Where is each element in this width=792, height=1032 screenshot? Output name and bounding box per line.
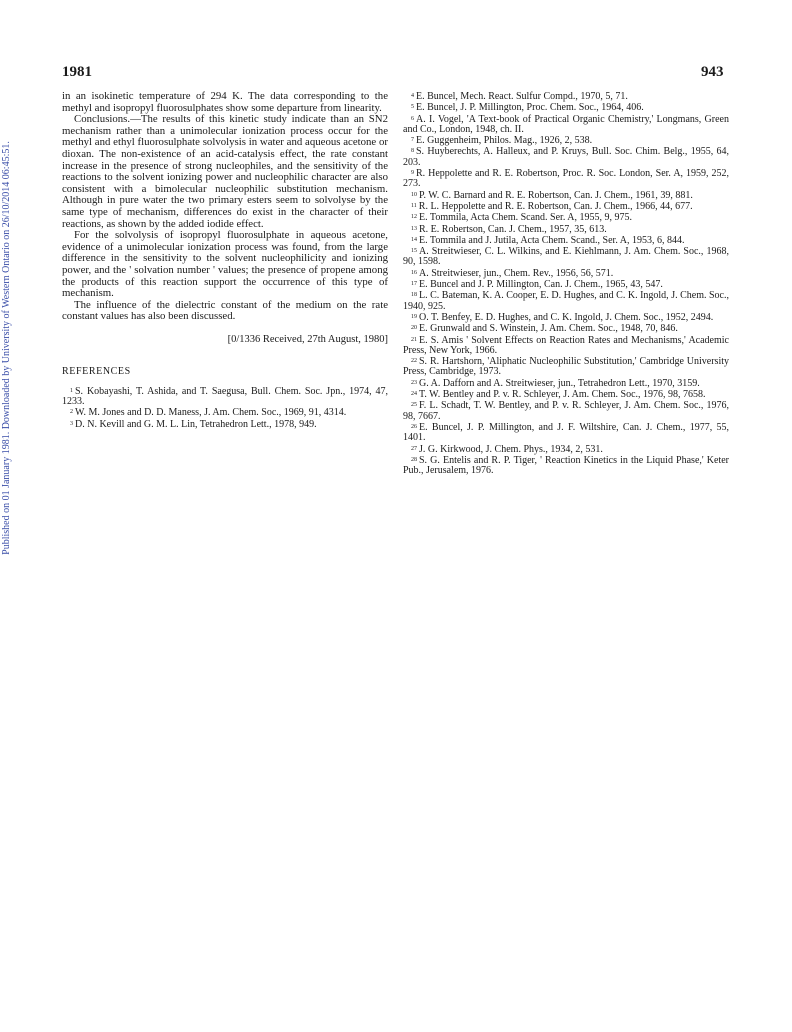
page-year: 1981: [62, 64, 92, 80]
reference-text: R. E. Robertson, Can. J. Chem., 1957, 35, 613.: [419, 223, 607, 235]
left-column: [62, 91, 388, 430]
reference-text: A. Streitwieser, C. L. Wilkins, and E. Kiehlmann, J. Am. Chem. Soc., 1968, 90, 1598.: [403, 246, 729, 268]
body-paragraph: The influence of the dielectric constant of the medium on the rate constant values has also been discussed.: [62, 298, 388, 323]
reference-text: E. Tommila and J. Jutila, Acta Chem. Scand., Ser. A, 1953, 6, 844.: [419, 234, 685, 246]
reference-number: 16: [411, 269, 417, 276]
reference-number: 22: [411, 358, 417, 365]
received-date: [0/1336 Received, 27th August, 1980]: [227, 333, 388, 345]
reference-text: W. M. Jones and D. D. Maness, J. Am. Chem. Soc., 1969, 91, 4314.: [75, 407, 347, 419]
reference-number: 25: [411, 402, 417, 409]
reference-number: 19: [411, 313, 417, 320]
reference-text: E. Grunwald and S. Winstein, J. Am. Chem. Soc., 1948, 70, 846.: [419, 323, 678, 335]
reference-item: [403, 224, 729, 235]
reference-item: [403, 356, 729, 378]
reference-item: [403, 168, 729, 190]
reference-number: 3: [70, 420, 73, 427]
reference-number: 7: [411, 137, 414, 144]
reference-number: 2: [70, 409, 73, 416]
reference-text: E. Tommila, Acta Chem. Scand. Ser. A, 1955, 9, 975.: [419, 212, 632, 224]
reference-number: 15: [411, 248, 417, 255]
references-list-right: [403, 91, 729, 476]
body-paragraph: For the solvolysis of isopropyl fluorosulphate in aqueous acetone, evidence of a unimolecular ionization process was found, from the large difference in the sensitivity to the solvent nucleophilicity and ionizing power, and the ' solvation number ' values; the presence of propene among the products of this reaction support the occurrence of this type of mechanism.: [62, 229, 388, 300]
reference-number: 8: [411, 148, 414, 155]
reference-item: [403, 335, 729, 357]
reference-text: J. G. Kirkwood, J. Chem. Phys., 1934, 2, 531.: [419, 443, 603, 455]
reference-number: 9: [411, 170, 414, 177]
body-paragraph: in an isokinetic temperature of 294 K. The data corresponding to the methyl and isopropyl fluorosulphates show some departure from linearity.: [62, 90, 388, 114]
reference-number: 20: [411, 325, 417, 332]
reference-number: 27: [411, 445, 417, 452]
reference-number: 13: [411, 225, 417, 232]
reference-number: 18: [411, 292, 417, 299]
reference-number: 14: [411, 236, 417, 243]
reference-item: [403, 190, 729, 201]
reference-number: 23: [411, 379, 417, 386]
reference-item: [403, 422, 729, 444]
reference-item: [403, 389, 729, 400]
reference-item: [403, 102, 729, 113]
reference-text: S. G. Entelis and R. P. Tiger, ' Reaction Kinetics in the Liquid Phase,' Keter Pub., Jerusalem, 1976.: [403, 454, 729, 477]
references-heading: REFERENCES: [62, 365, 131, 377]
reference-number: 6: [411, 115, 414, 122]
reference-number: 28: [411, 456, 417, 463]
reference-text: F. L. Schadt, T. W. Bentley, and P. v. R. Schleyer, J. Am. Chem. Soc., 1976, 98, 7667.: [403, 400, 729, 422]
reference-item: [403, 235, 729, 246]
reference-text: D. N. Kevill and G. M. L. Lin, Tetrahedron Lett., 1978, 949.: [75, 418, 317, 430]
reference-text: E. Guggenheim, Philos. Mag., 1926, 2, 538.: [416, 135, 593, 147]
reference-number: 10: [411, 191, 417, 198]
reference-text: E. Buncel and J. P. Millington, Can. J. Chem., 1965, 43, 547.: [419, 279, 663, 291]
reference-item: [403, 312, 729, 323]
reference-item: [403, 290, 729, 312]
reference-item: [403, 323, 729, 334]
reference-text: G. A. Dafforn and A. Streitwieser, jun., Tetrahedron Lett., 1970, 3159.: [419, 377, 700, 389]
reference-item: [403, 146, 729, 168]
reference-number: 5: [411, 104, 414, 111]
reference-text: S. Kobayashi, T. Ashida, and T. Saegusa, Bull. Chem. Soc. Jpn., 1974, 47, 1233.: [62, 385, 388, 408]
reference-item: [403, 444, 729, 455]
reference-number: 11: [411, 202, 417, 209]
reference-item: [403, 268, 729, 279]
reference-text: T. W. Bentley and P. v. R. Schleyer, J. Am. Chem. Soc., 1976, 98, 7658.: [419, 389, 706, 401]
reference-text: P. W. C. Barnard and R. E. Robertson, Can. J. Chem., 1961, 39, 881.: [419, 189, 693, 201]
reference-text: S. R. Hartshorn, 'Aliphatic Nucleophilic Substitution,' Cambridge University Press, Cambridge, 1973.: [403, 356, 729, 378]
references-list-left: [62, 386, 388, 430]
reference-text: R. Heppolette and R. E. Robertson, Proc. R. Soc. London, Ser. A, 1959, 252, 273.: [403, 168, 729, 190]
reference-item: [403, 246, 729, 268]
reference-text: S. Huyberechts, A. Halleux, and P. Kruys, Bull. Soc. Chim. Belg., 1955, 64, 203.: [403, 146, 729, 168]
reference-number: 12: [411, 214, 417, 221]
reference-number: 24: [411, 391, 417, 398]
reference-text: E. Buncel, J. P. Millington, Proc. Chem. Soc., 1964, 406.: [416, 102, 644, 114]
reference-text: E. Buncel, Mech. React. Sulfur Compd., 1970, 5, 71.: [416, 91, 628, 102]
download-notice-sidebar[interactable]: Published on 01 January 1981. Downloaded by University of Western Ontario on 26/10/2014 06:45:51.: [1, 141, 12, 555]
reference-item: [403, 201, 729, 212]
reference-item: [403, 378, 729, 389]
reference-text: A. I. Vogel, 'A Text-book of Practical Organic Chemistry,' Longmans, Green and Co., London, 1948, ch. II.: [403, 113, 729, 135]
reference-text: E. Buncel, J. P. Millington, and J. F. Wiltshire, Can. J. Chem., 1977, 55, 1401.: [403, 421, 729, 444]
reference-text: O. T. Benfey, E. D. Hughes, and C. K. Ingold, J. Chem. Soc., 1952, 2494.: [419, 311, 714, 323]
reference-item: [403, 455, 729, 477]
reference-item: [403, 212, 729, 223]
reference-item: [62, 407, 388, 418]
reference-number: 17: [411, 281, 417, 288]
reference-item: [403, 279, 729, 290]
reference-number: 21: [411, 336, 417, 343]
reference-text: R. L. Heppolette and R. E. Robertson, Can. J. Chem., 1966, 44, 677.: [418, 200, 693, 212]
page-number: 943: [701, 64, 724, 80]
reference-item: [62, 419, 388, 430]
reference-item: [403, 400, 729, 422]
reference-item: [403, 114, 729, 136]
reference-number: 26: [411, 423, 417, 430]
reference-text: E. S. Amis ' Solvent Effects on Reaction Rates and Mechanisms,' Academic Press, New York, 1966.: [403, 334, 729, 356]
reference-number: 1: [70, 387, 73, 394]
reference-text: A. Streitwieser, jun., Chem. Rev., 1956, 56, 571.: [419, 267, 614, 279]
reference-text: L. C. Bateman, K. A. Cooper, E. D. Hughes, and C. K. Ingold, J. Chem. Soc., 1940, 925.: [403, 290, 729, 312]
reference-item: [403, 135, 729, 146]
reference-number: 4: [411, 93, 414, 99]
conclusions-paragraph: Conclusions.—The results of this kinetic study indicate than an SN2 mechanism rather than a unimolecular ionization process occur for the methyl and ethyl fluorosulphate solvolysis in water and aqueous acetone or dioxan. The non-existence of an acid-catalysis effect, the rate constant increase in the presence of strong nucleophiles, and the sensitivity of the reactions to the solvent ionizing power and nucleophilic character are also consistent with a bimolecular nucleophilic substitution mechanism. Although in pure water the two primary esters seem to solvolyse by the same type of mechanism, differences do exist in the character of their reactions, as shown by the added iodide effect.: [62, 113, 388, 230]
right-column: [403, 91, 729, 476]
reference-item: [62, 386, 388, 408]
reference-item: [403, 91, 729, 102]
